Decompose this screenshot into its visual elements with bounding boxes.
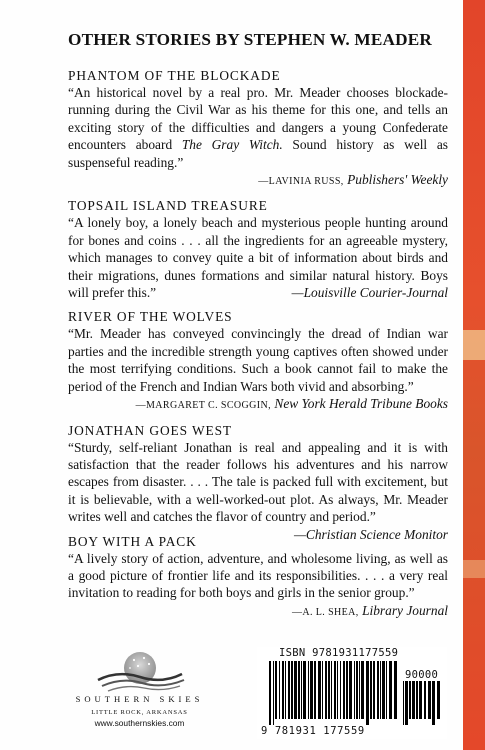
barcode-bar bbox=[322, 661, 323, 719]
barcode-bar bbox=[424, 681, 426, 719]
barcode-bar bbox=[412, 681, 415, 719]
barcode-bar bbox=[294, 661, 297, 719]
price-code: 90000 bbox=[405, 669, 439, 681]
attribution-publication: —Louisville Courier-Journal bbox=[291, 285, 448, 301]
quote-text: “A lively story of action, adventure, and wholesome living, as well as a good picture of frontier life and its responsibilities. . . . a very real invitation to reading for both boys and girls in the senior group.” bbox=[68, 550, 448, 601]
publisher-location: LITTLE ROCK, ARKANSAS bbox=[91, 709, 188, 716]
barcode-bar bbox=[356, 661, 358, 719]
isbn-label: ISBN 9781931177559 bbox=[279, 647, 399, 659]
barcode-bar bbox=[273, 661, 274, 725]
attribution-publication: Publishers' Weekly bbox=[347, 172, 448, 188]
barcode-bar bbox=[382, 661, 385, 719]
attribution-author: —MARGARET C. SCOGGIN, bbox=[135, 400, 272, 412]
barcode-bar bbox=[282, 661, 284, 719]
barcode-bar bbox=[380, 661, 381, 719]
barcode-bar bbox=[416, 681, 418, 719]
barcode-bar bbox=[377, 661, 379, 719]
story-title: PHANTOM OF THE BLOCKADE bbox=[68, 68, 281, 83]
barcode-bar bbox=[361, 661, 364, 719]
barcode-bar bbox=[366, 661, 369, 725]
quote-text-end: Sound history as well as suspenseful reading.” bbox=[68, 137, 448, 170]
barcode-bar bbox=[331, 661, 332, 719]
barcode-bar bbox=[301, 661, 302, 719]
barcode-bar bbox=[359, 661, 360, 719]
quote-text: “An historical novel by a real pro. Mr. Meader chooses blockade-running during the Civil War as his theme for this one, and tells an exciting story of the difficulties and dangers a young Confederate encounters aboard bbox=[68, 85, 448, 153]
barcode-bar bbox=[394, 661, 397, 719]
barcode-bar bbox=[409, 681, 411, 719]
barcode-bar bbox=[291, 661, 293, 719]
story-title: JONATHAN GOES WEST bbox=[68, 422, 232, 438]
barcode-bar bbox=[314, 661, 316, 719]
barcode-bar bbox=[370, 661, 372, 719]
attribution-author: —LAVINIA RUSS, bbox=[258, 176, 344, 188]
barcode-bar bbox=[269, 661, 271, 725]
quote-text: “Sturdy, self-reliant Jonathan is real and appealing and it is with satisfaction that the reader follows his adventures and his narrow escapes from disaster. . . . The tale is packed full with excitement, but it is believable, with a well-worked-out plot. As always, Mr. Meader writes well and catches the flavor of country and period.” bbox=[68, 439, 448, 525]
barcode-bar bbox=[432, 681, 435, 725]
story-attribution bbox=[68, 395, 448, 414]
barcode-bar bbox=[325, 661, 327, 719]
publisher-name: SOUTHERN SKIES bbox=[75, 694, 204, 704]
story-title: BOY WITH A PACK bbox=[68, 533, 197, 549]
barcode-bar bbox=[437, 681, 440, 719]
story-quote bbox=[68, 214, 448, 301]
story-attribution bbox=[68, 171, 448, 190]
barcode-bar bbox=[328, 661, 330, 719]
stories-list bbox=[68, 67, 448, 621]
barcode-bar bbox=[298, 661, 300, 719]
story-title: TOPSAIL ISLAND TREASURE bbox=[68, 198, 268, 214]
barcode-bar bbox=[275, 661, 277, 719]
barcode-bar bbox=[354, 661, 355, 719]
publisher-logo bbox=[72, 650, 207, 728]
attribution-publication: New York Herald Tribune Books bbox=[274, 396, 448, 412]
cover-art-detail bbox=[463, 560, 485, 578]
publisher-url: www.southernskies.com bbox=[94, 718, 185, 728]
barcode-bar bbox=[389, 661, 392, 719]
story-quote bbox=[68, 550, 448, 618]
barcode-bar bbox=[403, 681, 404, 725]
barcode-bar bbox=[428, 681, 431, 719]
story-attribution bbox=[292, 602, 448, 621]
story-quote: “Mr. Meader has conveyed convincingly the dread of Indian war parties and the incredible strength young captives often showed under the most terrifying conditions. Such a book cannot fail to make the period of the French and Indian Wars both vivid and absorbing.” bbox=[68, 326, 448, 394]
barcode-bar bbox=[419, 681, 422, 719]
attribution-author: —A. L. SHEA, bbox=[291, 606, 359, 618]
barcode-bar bbox=[405, 681, 408, 725]
quote-text: “A lonely boy, a lonely beach and mysterious people hunting around for bones and coins . . . all the ingredients for an agreeable mystery, which manages to convey quite a bit of information about birds and their migrations, dunes formations and similar natural history. Boys will prefer this.” bbox=[68, 215, 448, 301]
barcode-bar bbox=[373, 661, 375, 719]
barcode-bar bbox=[349, 661, 352, 719]
barcode-bar bbox=[337, 661, 338, 719]
barcode-bar bbox=[279, 661, 280, 719]
southern-skies-emblem-icon bbox=[94, 650, 186, 692]
barcode-bar bbox=[310, 661, 313, 719]
page-title: OTHER STORIES BY STEPHEN W. MEADER bbox=[68, 30, 433, 49]
addon-barcode-bars bbox=[403, 681, 443, 725]
cover-edge-art bbox=[463, 0, 485, 750]
barcode-bar bbox=[386, 661, 387, 719]
story-quote bbox=[68, 84, 448, 171]
attribution-publication: —Christian Science Monitor bbox=[294, 526, 448, 542]
barcode-bar bbox=[285, 661, 286, 719]
story-river-of-the-wolves bbox=[68, 308, 448, 414]
barcode-bar bbox=[318, 661, 321, 719]
barcode-bar bbox=[334, 661, 336, 719]
story-phantom-of-the-blockade bbox=[68, 67, 448, 190]
barcode-bar bbox=[340, 661, 341, 719]
story-topsail-island-treasure bbox=[68, 197, 448, 301]
ean-barcode-bars bbox=[269, 661, 397, 725]
cover-art-detail bbox=[463, 330, 485, 360]
barcode-bar bbox=[288, 661, 290, 719]
attribution-publication: Library Journal bbox=[362, 602, 448, 618]
barcode-bar bbox=[346, 661, 348, 719]
isbn-barcode bbox=[257, 647, 447, 739]
barcode-number: 9 781931 177559 bbox=[261, 725, 365, 737]
barcode-bar bbox=[303, 661, 306, 719]
quote-book-title: The Gray Witch. bbox=[181, 137, 283, 153]
barcode-bar bbox=[343, 661, 345, 719]
story-title: RIVER OF THE WOLVES bbox=[68, 309, 233, 325]
barcode-bar bbox=[308, 661, 309, 719]
